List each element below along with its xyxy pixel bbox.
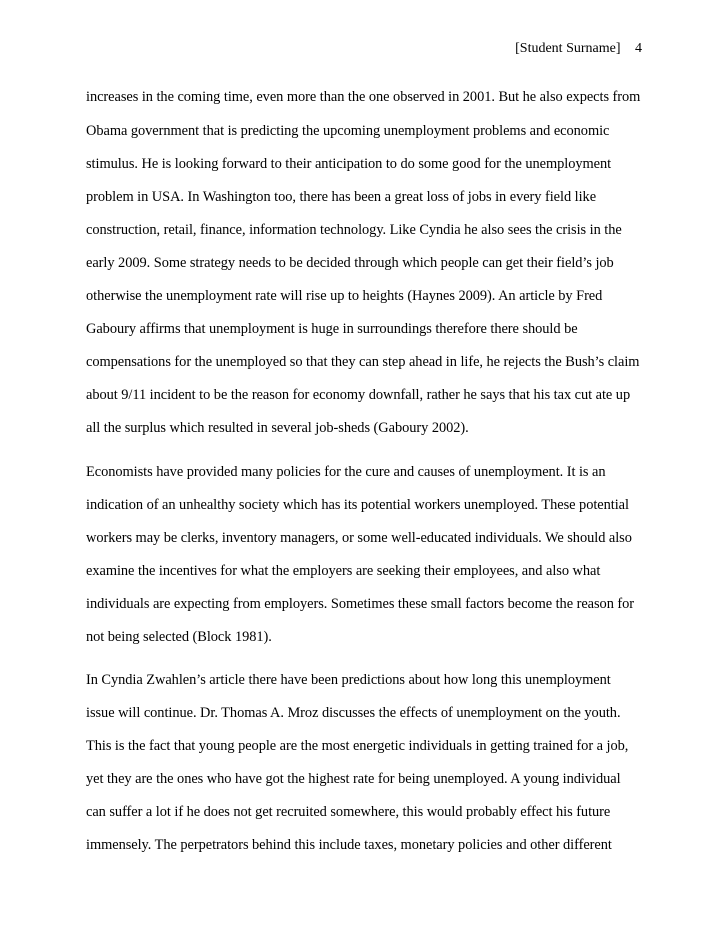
text-line: immensely. The perpetrators behind this include taxes, monetary policies and other different	[86, 837, 612, 853]
text-line: This is the fact that young people are the most energetic individuals in getting trained for a job,	[86, 738, 629, 754]
text-line: yet they are the ones who have got the highest rate for being unemployed. A young individual	[86, 771, 621, 787]
text-line: Gaboury affirms that unemployment is huge in surroundings therefore there should be	[86, 321, 578, 337]
text-line: workers may be clerks, inventory managers, or some well-educated individuals. We should also	[86, 530, 632, 546]
text-line: Economists have provided many policies for the cure and causes of unemployment. It is an	[86, 464, 606, 480]
header-student-surname: [Student Surname]	[515, 41, 621, 56]
page-number: 4	[635, 41, 642, 56]
text-line: In Cyndia Zwahlen’s article there have been predictions about how long this unemployment	[86, 672, 611, 688]
text-line: otherwise the unemployment rate will rise up to heights (Haynes 2009). An article by Fred	[86, 288, 603, 304]
text-line: increases in the coming time, even more than the one observed in 2001. But he also expects from	[86, 89, 641, 105]
text-line: indication of an unhealthy society which has its potential workers unemployed. These potential	[86, 497, 629, 513]
text-line: issue will continue. Dr. Thomas A. Mroz discusses the effects of unemployment on the youth.	[86, 705, 621, 721]
running-header	[515, 40, 642, 58]
text-line: problem in USA. In Washington too, there has been a great loss of jobs in every field like	[86, 189, 597, 205]
text-line: compensations for the unemployed so that they can step ahead in life, he rejects the Bush’s claim	[86, 354, 640, 370]
text-line: about 9/11 incident to be the reason for economy downfall, rather he says that his tax cut ate up	[86, 387, 631, 403]
text-line: individuals are expecting from employers. Sometimes these small factors become the reason for	[86, 596, 635, 612]
text-line: examine the incentives for what the employers are seeking their employees, and also what	[86, 563, 601, 579]
text-line: Obama government that is predicting the upcoming unemployment problems and economic	[86, 123, 610, 139]
text-line: can suffer a lot if he does not get recruited somewhere, this would probably effect his future	[86, 804, 611, 820]
text-line: construction, retail, finance, information technology. Like Cyndia he also sees the crisis in the	[86, 222, 622, 238]
text-line: early 2009. Some strategy needs to be decided through which people can get their field’s job	[86, 255, 614, 271]
text-line: not being selected (Block 1981).	[86, 629, 272, 645]
text-line: all the surplus which resulted in several job-sheds (Gaboury 2002).	[86, 420, 469, 436]
text-line: stimulus. He is looking forward to their anticipation to do some good for the unemployment	[86, 156, 612, 172]
